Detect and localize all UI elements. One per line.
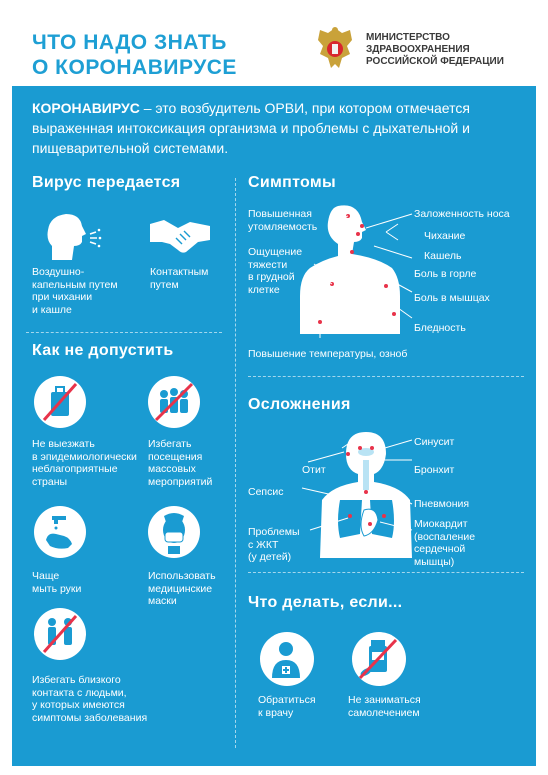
ministry-line-2: ЗДРАВООХРАНЕНИЯ: [366, 44, 470, 55]
contact-label: Контактным путем: [150, 266, 209, 291]
ministry-logo: [312, 24, 527, 74]
section-divider-right-1: [248, 376, 524, 377]
handshake-icon: [148, 216, 212, 256]
complication-gi: Проблемы с ЖКТ (у детей): [248, 526, 300, 563]
symptom-nose: Заложенность носа: [414, 208, 510, 220]
page-title: [32, 30, 237, 80]
hand-washing-icon: [34, 506, 86, 558]
complication-sepsis: Сепсис: [248, 486, 284, 498]
coat-of-arms-icon: [312, 24, 358, 74]
sneezing-head-icon: [42, 210, 104, 262]
symptom-muscle: Боль в мышцах: [414, 292, 490, 304]
ministry-line-1: МИНИСТЕРСТВО: [366, 32, 450, 43]
prevention-crowd-label: Избегать посещения массовых мероприятий: [148, 438, 213, 488]
complication-pneumonia: Пневмония: [414, 498, 470, 510]
doctor-icon: [260, 632, 314, 686]
prevention-mask-label: Использовать медицинские маски: [148, 570, 216, 607]
symptom-fatigue: Повышенная утомляемость: [248, 208, 318, 233]
prevention-distance-label: Избегать близкого контакта с людьми, у которых имеются симптомы заболевания: [32, 674, 148, 724]
symptom-pallor: Бледность: [414, 322, 466, 334]
ministry-name: [366, 32, 504, 68]
title-line-2: О КОРОНАВИРУСЕ: [32, 56, 237, 79]
transmission-title: Вирус передается: [32, 174, 181, 191]
section-divider-left: [26, 332, 222, 333]
symptom-sneeze: Чихание: [424, 230, 466, 242]
whattodo-title: Что делать, если...: [248, 594, 403, 611]
intro-rest: – это возбудитель ОРВИ, при котором отмечается выраженная интоксикация организма и проблемы с дыхательной и пищеварительной системами.: [32, 100, 470, 156]
symptom-cough: Кашель: [424, 250, 462, 262]
ministry-line-3: РОССИЙСКОЙ ФЕДЕРАЦИИ: [366, 56, 504, 67]
title-line-1: ЧТО НАДО ЗНАТЬ: [32, 31, 227, 54]
complication-myocarditis: Миокардит (воспаление сердечной мышцы): [414, 518, 476, 568]
column-divider: [235, 178, 236, 748]
no-self-medication-icon: [352, 632, 406, 686]
symptoms-title: Симптомы: [248, 174, 336, 191]
whattodo-doctor-label: Обратиться к врачу: [258, 694, 316, 719]
complication-otitis: Отит: [302, 464, 326, 476]
suitcase-crossed-icon: [34, 376, 86, 428]
symptom-throat: Боль в горле: [414, 268, 477, 280]
complication-sinusitis: Синусит: [414, 436, 455, 448]
intro-text: [32, 98, 522, 158]
complication-bronchitis: Бронхит: [414, 464, 455, 476]
prevention-title: Как не допустить: [32, 342, 174, 359]
info-panel: [12, 86, 536, 766]
header: [0, 0, 548, 86]
medical-mask-icon: [148, 506, 200, 558]
avoid-contact-icon: [34, 608, 86, 660]
intro-bold: КОРОНАВИРУС: [32, 100, 140, 116]
airborne-label: Воздушно- капельным путем при чихании и кашле: [32, 266, 118, 316]
complications-title: Осложнения: [248, 396, 351, 413]
symptom-chest: Ощущение тяжести в грудной клетке: [248, 246, 303, 296]
prevention-travel-label: Не выезжать в эпидемиологически неблагоприятные страны: [32, 438, 137, 488]
section-divider-right-2: [248, 572, 524, 573]
symptom-fever: Повышение температуры, озноб: [248, 348, 408, 360]
prevention-wash-label: Чаще мыть руки: [32, 570, 82, 595]
whattodo-noself-label: Не заниматься самолечением: [348, 694, 421, 719]
crowd-icon: [148, 376, 200, 428]
